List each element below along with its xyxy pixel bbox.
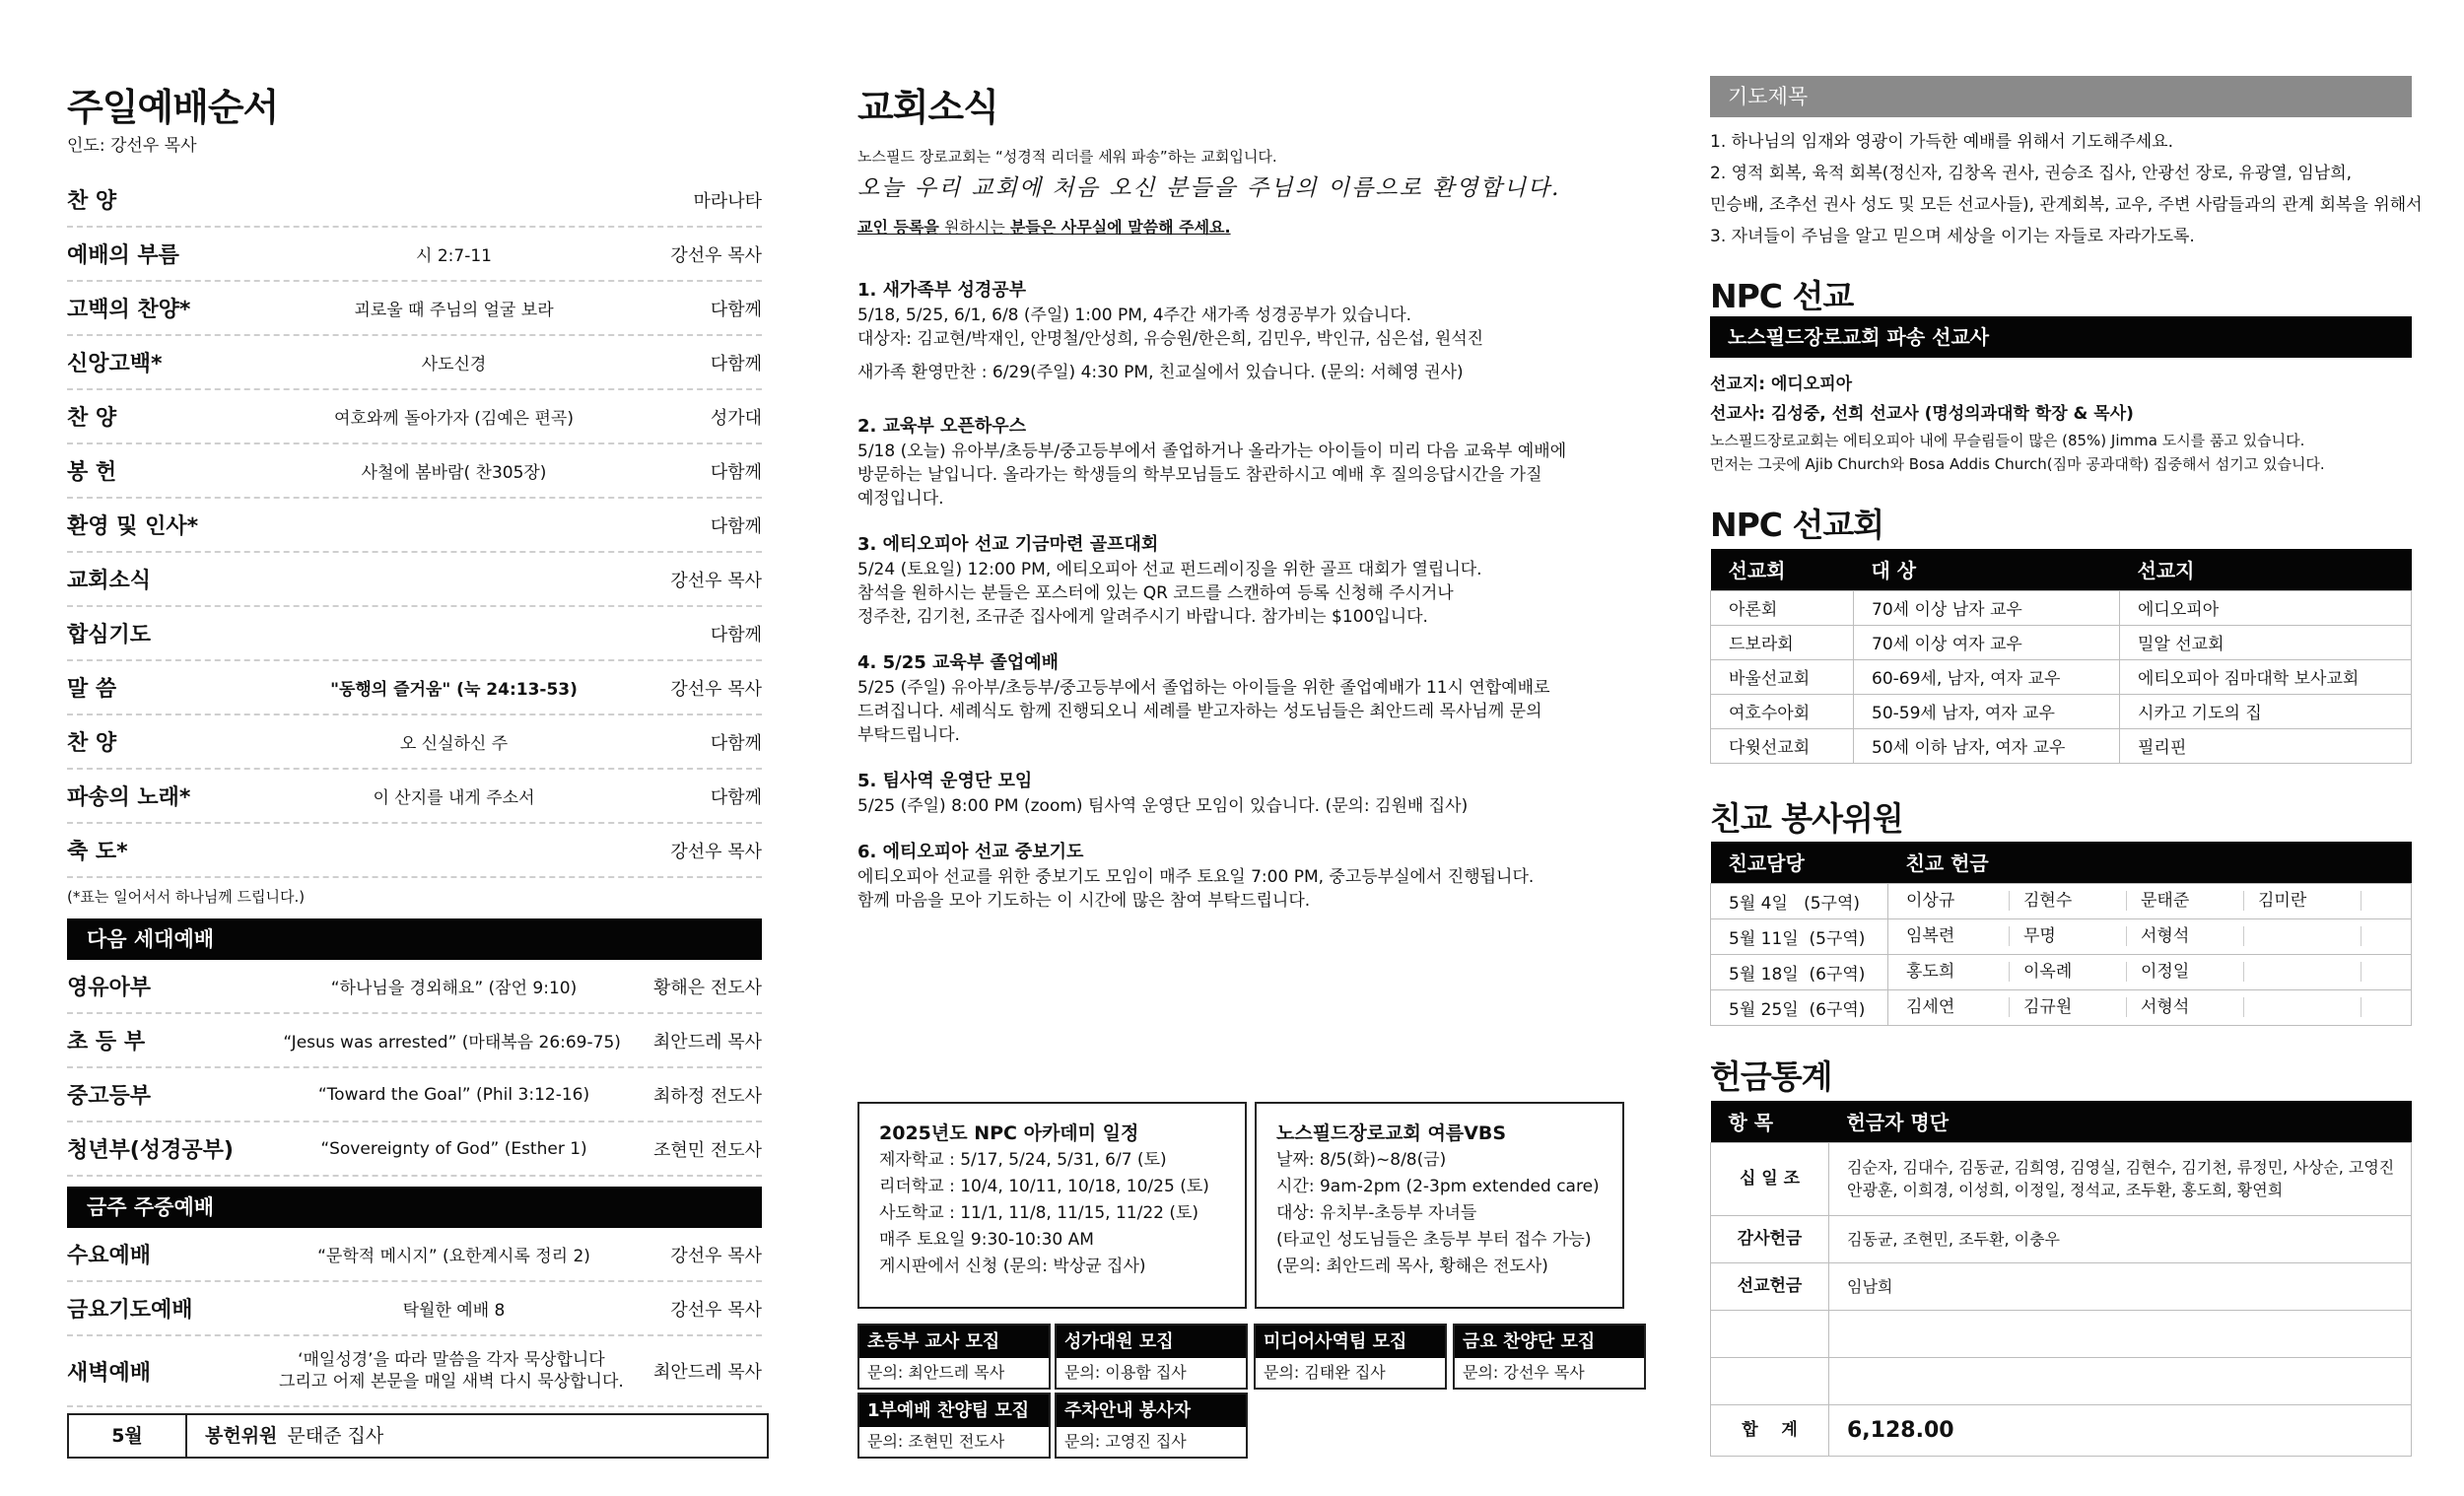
- next-gen-header: 다음 세대예배: [67, 918, 762, 960]
- news-item-title: 1. 새가족부 성경공부: [857, 280, 1026, 301]
- news-item-title: 3. 에티오피아 선교 기금마련 골프대회: [857, 534, 1159, 555]
- order-item-name: 금요기도예배: [67, 1298, 193, 1323]
- offering-donors: 임남희: [1829, 1262, 2412, 1310]
- column-header: 대 상: [1854, 549, 2120, 590]
- recruit-title: 주차안내 봉사자: [1057, 1394, 1246, 1427]
- order-item-desc: 여호와께 돌아가자 (김예은 편곡): [334, 409, 574, 429]
- order-row: [67, 499, 762, 553]
- order-item-name: 초 등 부: [67, 1030, 146, 1054]
- offering-table: [1710, 1101, 2412, 1457]
- order-item-name: 합심기도: [67, 623, 152, 647]
- prayer-header: 기도제목: [1710, 76, 2412, 117]
- order-item-leader: 다함께: [710, 732, 762, 754]
- table-row: [1711, 1215, 2412, 1262]
- order-item-leader: 최안드레 목사: [652, 1031, 762, 1053]
- recruit-card: [857, 1393, 1051, 1459]
- order-item-desc: 시 2:7-11: [416, 246, 492, 266]
- sermon-title: "동행의 즐거움" (눅 24:13-53): [330, 680, 578, 700]
- registration-text: 분들은 사무실에 말씀해 주세요.: [1009, 218, 1231, 237]
- prayer-line: 3. 자녀들이 주님을 알고 믿으며 세상을 이기는 자들로 자라가도록.: [1710, 227, 2195, 246]
- donor-name: 김현수: [2023, 891, 2127, 911]
- column-header: 친교 헌금: [1888, 842, 2412, 883]
- order-row: [67, 173, 762, 228]
- table-row: [1711, 918, 2412, 954]
- order-row: [67, 553, 762, 607]
- table-row: [1711, 883, 2412, 918]
- order-item-desc: [279, 1349, 624, 1393]
- mission-societies-table: [1710, 549, 2412, 764]
- weekday-list: [67, 1228, 762, 1407]
- order-item-name: 영유아부: [67, 976, 152, 1000]
- recruit-title: 초등부 교사 모집: [859, 1326, 1049, 1358]
- order-item-desc: “문학적 메시지” (요한계시록 정리 2): [317, 1247, 590, 1266]
- mission-title: NPC 선교: [1710, 277, 1854, 315]
- mission-desc-line: 먼저는 그곳에 Ajib Church와 Bosa Addis Church(짐마 공과대학) 집중해서 섬기고 있습니다.: [1710, 455, 2325, 473]
- prayer-line: 민승배, 조추선 권사 성도 및 모든 선교사들), 관계회복, 교우, 주변 사람들과의 관계 회복을 위해서: [1710, 195, 2423, 215]
- news-list: [857, 278, 1636, 934]
- society-name: 바울선교회: [1711, 659, 1854, 694]
- order-row: [67, 390, 762, 444]
- donor-name: 이옥례: [2023, 962, 2127, 982]
- order-item-desc: 이 산지를 내게 주소서: [373, 788, 535, 808]
- donor-name: 김미란: [2258, 891, 2361, 911]
- offering-donors: [1829, 1310, 2412, 1357]
- news-item: [857, 650, 1636, 747]
- order-item-desc: “Toward the Goal” (Phil 3:12-16): [317, 1084, 590, 1105]
- donor-name: 김세연: [1906, 997, 2010, 1017]
- news-item: [857, 840, 1636, 913]
- vbs-line: (타교인 성도님들은 초등부 부터 접수 가능): [1276, 1230, 1592, 1250]
- order-item-name: 찬 양: [67, 406, 117, 431]
- society-name: 여호수아회: [1711, 694, 1854, 728]
- news-item-line: 참석을 원하시는 분들은 포스터에 있는 QR 코드를 스캔하여 등록 신청해 주시거나: [857, 583, 1454, 603]
- order-item-leader: 강선우 목사: [670, 570, 762, 591]
- committee-person: 문태준 집사: [287, 1425, 384, 1447]
- vbs-line: 대상: 유치부-초등부 자녀들: [1276, 1203, 1477, 1223]
- news-item-line: 드려집니다. 세례식도 함께 진행되오니 세례를 받고자하는 성도님들은 최안드레 목사님께 문의: [857, 702, 1542, 721]
- news-item-title: 4. 5/25 교육부 졸업예배: [857, 652, 1060, 673]
- order-item-leader: 강선우 목사: [670, 1245, 762, 1266]
- donor-name: 서형석: [2141, 926, 2244, 946]
- society-name: 다윗선교회: [1711, 728, 1854, 763]
- academy-schedule-box: [857, 1102, 1247, 1309]
- news-item-line: 방문하는 날입니다. 올라가는 학생들의 학부모님들도 참관하시고 예배 후 질의응답시간을 가질: [857, 465, 1542, 485]
- news-item-line: 부탁드립니다.: [857, 725, 960, 745]
- order-item-leader: 다함께: [710, 515, 762, 537]
- committee-role: 봉헌위원: [205, 1425, 278, 1447]
- recruit-card: [857, 1324, 1051, 1390]
- order-row: [67, 1122, 762, 1177]
- order-item-name: 새벽예배: [67, 1360, 152, 1386]
- mission-societies-title: NPC 선교회: [1710, 506, 1884, 544]
- order-item-name: 신앙고백*: [67, 352, 163, 376]
- donor-name: 문태준: [2141, 891, 2244, 911]
- society-target: 50세 이하 남자, 여자 교우: [1854, 728, 2120, 763]
- fellowship-names: [1888, 989, 2412, 1025]
- order-row: [67, 1014, 762, 1068]
- order-item-leader: 강선우 목사: [670, 678, 762, 700]
- table-header-row: [1711, 1101, 2412, 1142]
- vbs-title: 노스필드장로교회 여름VBS: [1276, 1122, 1507, 1144]
- table-row: [1711, 1310, 2412, 1357]
- fellowship-names: [1888, 883, 2412, 918]
- church-intro: 노스필드 장로교회는 “성경적 리더를 세워 파송”하는 교회입니다.: [857, 148, 1277, 166]
- table-row: [1711, 1142, 2412, 1215]
- table-row: [1711, 954, 2412, 989]
- order-item-name: 파송의 노래*: [67, 785, 191, 810]
- order-item-name: 축 도*: [67, 840, 128, 864]
- order-row: [67, 607, 762, 661]
- column-header: 친교담당: [1711, 842, 1888, 883]
- order-item-name: 찬 양: [67, 731, 117, 756]
- table-row: [1711, 659, 2412, 694]
- news-item-title: 6. 에티오피아 선교 중보기도: [857, 842, 1084, 862]
- news-item-line: 5/18 (오늘) 유아부/초등부/중고등부에서 졸업하거나 올라가는 아이들이 미리 다음 교육부 예배에: [857, 442, 1567, 461]
- missionary-names: 선교사: 김성중, 선희 선교사 (명성의과대학 학장 & 목사): [1710, 404, 2134, 424]
- recruit-card: [1055, 1393, 1248, 1459]
- academy-line: 사도학교 : 11/1, 11/8, 11/15, 11/22 (토): [879, 1203, 1199, 1223]
- order-row: [67, 1228, 762, 1282]
- society-target: 70세 이상 여자 교우: [1854, 625, 2120, 659]
- society-target: 70세 이상 남자 교우: [1854, 590, 2120, 625]
- order-row: [67, 960, 762, 1014]
- order-item-name: 고백의 찬양*: [67, 298, 191, 322]
- committee-info: [187, 1415, 383, 1457]
- next-gen-list: [67, 960, 762, 1177]
- offering-donors: [1829, 1142, 2412, 1215]
- fellowship-date: 5월 18일 (6구역): [1711, 954, 1888, 989]
- order-item-leader: 마라나타: [693, 190, 762, 212]
- order-item-name: 교회소식: [67, 569, 152, 593]
- table-row: [1711, 590, 2412, 625]
- worship-order-list: [67, 173, 762, 1459]
- news-item-line: 새가족 환영만찬 : 6/29(주일) 4:30 PM, 친교실에서 있습니다. (문의: 서혜영 권사): [857, 363, 1464, 382]
- order-item-leader: 최하정 전도사: [652, 1085, 762, 1107]
- society-field: 필리핀: [2120, 728, 2412, 763]
- table-row: [1711, 694, 2412, 728]
- news-item-line: 5/25 (주일) 8:00 PM (zoom) 팀사역 운영단 모임이 있습니다. (문의: 김원배 집사): [857, 796, 1469, 816]
- donor-list-line: 안광훈, 이희경, 이성희, 이정일, 정석교, 조두환, 홍도희, 황연희: [1847, 1181, 2284, 1199]
- offering-category: 감사헌금: [1711, 1215, 1829, 1262]
- column-header: 선교지: [2120, 549, 2412, 590]
- society-field: 에티오피아 짐마대학 보사교회: [2120, 659, 2412, 694]
- academy-line: 게시판에서 신청 (문의: 박상균 집사): [879, 1257, 1146, 1276]
- news-item: [857, 414, 1636, 510]
- donor-list-line: 김순자, 김대수, 김동균, 김희영, 김영실, 김현수, 김기천, 류정민, 사상순, 고영진: [1847, 1158, 2395, 1177]
- fellowship-title: 친교 봉사위원: [1710, 799, 1903, 838]
- recruit-title: 미디어사역팀 모집: [1256, 1326, 1445, 1358]
- society-field: 에디오피아: [2120, 590, 2412, 625]
- recruit-contact: 문의: 강선우 목사: [1463, 1363, 1585, 1382]
- order-row: [67, 1336, 762, 1407]
- order-item-leader: 강선우 목사: [670, 841, 762, 862]
- total-row: [1711, 1404, 2412, 1456]
- order-item-leader: 다함께: [710, 299, 762, 320]
- news-item-line: 예정입니다.: [857, 489, 944, 509]
- order-item-desc: “Jesus was arrested” (마태복음 26:69-75): [283, 1033, 621, 1053]
- order-item-desc: 괴로울 때 주님의 얼굴 보라: [354, 301, 554, 320]
- offering-category: [1711, 1310, 1829, 1357]
- order-item-leader: 황해은 전도사: [652, 977, 762, 998]
- table-header-row: [1711, 549, 2412, 590]
- recruit-contact: 문의: 최안드레 목사: [867, 1363, 1005, 1382]
- order-item-name: 예배의 부름: [67, 243, 179, 268]
- order-row: [67, 228, 762, 282]
- order-item-leader: 다함께: [710, 624, 762, 646]
- order-item-desc: 탁월한 예배 8: [402, 1301, 506, 1321]
- fellowship-names: [1888, 954, 2412, 989]
- news-item-title: 2. 교육부 오픈하우스: [857, 416, 1026, 437]
- recruit-card: [1453, 1324, 1646, 1390]
- vbs-box: [1255, 1102, 1624, 1309]
- table-row: [1711, 1357, 2412, 1404]
- recruit-card: [1055, 1324, 1248, 1390]
- order-item-name: 청년부(성경공부): [67, 1138, 234, 1163]
- registration-text: 원하시는: [938, 218, 1010, 237]
- vbs-line: 날짜: 8/5(화)~8/8(금): [1276, 1150, 1447, 1170]
- order-item-name: 환영 및 인사*: [67, 514, 199, 539]
- news-item-line: 대상자: 김교현/박재인, 안명철/안성희, 유승원/한은희, 김민우, 박인규, 심은섭, 원석진: [857, 329, 1484, 349]
- order-item-desc: 사철에 봄바람( 찬305장): [361, 463, 547, 483]
- table-row: [1711, 1262, 2412, 1310]
- month-label: 5월: [69, 1415, 187, 1457]
- offering-category: 십 일 조: [1711, 1142, 1829, 1215]
- order-row: [67, 1068, 762, 1122]
- donor-name: 서형석: [2141, 997, 2244, 1017]
- registration-note: [857, 215, 1231, 238]
- total-amount: 6,128.00: [1829, 1404, 2412, 1456]
- order-item-leader: 다함께: [710, 353, 762, 374]
- order-item-name: 중고등부: [67, 1084, 152, 1109]
- recruit-contact: 문의: 조현민 전도사: [867, 1432, 1005, 1451]
- news-item-line: 정주찬, 김기천, 조규준 집사에게 알려주시기 바랍니다. 참가비는 $100입니다.: [857, 607, 1428, 627]
- donor-name: [2258, 926, 2361, 946]
- society-target: 60-69세, 남자, 여자 교우: [1854, 659, 2120, 694]
- order-item-leader: 강선우 목사: [670, 244, 762, 266]
- order-row: [67, 715, 762, 770]
- worship-title: 주일예배순서: [67, 86, 279, 129]
- donor-name: 홍도희: [1906, 962, 2010, 982]
- news-item-line: 함께 마음을 모아 기도하는 이 시간에 많은 참여 부탁드립니다.: [857, 891, 1311, 911]
- fellowship-table: [1710, 842, 2412, 1026]
- society-field: 밀알 선교회: [2120, 625, 2412, 659]
- news-item-line: 5/24 (토요일) 12:00 PM, 에티오피아 선교 펀드레이징을 위한 골프 대회가 열립니다.: [857, 560, 1482, 579]
- standing-footnote: (*표는 일어서서 하나님께 드립니다.): [67, 888, 306, 906]
- academy-line: 제자학교 : 5/17, 5/24, 5/31, 6/7 (토): [879, 1150, 1167, 1170]
- mission-field: 선교지: 에디오피아: [1710, 374, 1853, 394]
- recruit-contact: 문의: 고영진 집사: [1064, 1432, 1187, 1451]
- society-name: 아론회: [1711, 590, 1854, 625]
- order-item-leader: 다함께: [710, 461, 762, 483]
- missionary-header: 노스필드장로교회 파송 선교사: [1710, 316, 2412, 358]
- weekday-header: 금주 주중예배: [67, 1187, 762, 1228]
- fellowship-date: 5월 25일 (6구역): [1711, 989, 1888, 1025]
- table-row: [1711, 625, 2412, 659]
- order-item-desc: “Sovereignty of God” (Esther 1): [320, 1138, 587, 1159]
- recruit-title: 금요 찬양단 모집: [1455, 1326, 1644, 1358]
- offering-committee-box: [67, 1413, 769, 1459]
- table-row: [1711, 989, 2412, 1025]
- academy-line: 리더학교 : 10/4, 10/11, 10/18, 10/25 (토): [879, 1177, 1209, 1196]
- order-row: [67, 444, 762, 499]
- fellowship-date: 5월 4일 (5구역): [1711, 883, 1888, 918]
- donor-name: 임복련: [1906, 926, 2010, 946]
- news-item-line: 5/25 (주일) 유아부/초등부/중고등부에서 졸업하는 아이들을 위한 졸업예배가 11시 연합예배로: [857, 678, 1550, 698]
- news-item-title: 5. 팀사역 운영단 모임: [857, 771, 1033, 791]
- order-item-name: 말 씀: [67, 677, 117, 702]
- donor-name: 김규원: [2023, 997, 2127, 1017]
- order-item-desc: 오 신실하신 주: [399, 734, 509, 754]
- worship-leader: 인도: 강선우 목사: [67, 136, 197, 156]
- registration-text: 교인 등록을: [857, 218, 939, 237]
- column-header: 헌금자 명단: [1829, 1101, 2412, 1142]
- news-item-line: 에티오피아 선교를 위한 중보기도 모임이 매주 토요일 7:00 PM, 중고등부실에서 진행됩니다.: [857, 867, 1535, 887]
- fellowship-names: [1888, 918, 2412, 954]
- offering-category: [1711, 1357, 1829, 1404]
- mission-info: [1710, 370, 2420, 476]
- table-header-row: [1711, 842, 2412, 883]
- prayer-line: 2. 영적 회복, 육적 회복(정신자, 김창옥 권사, 권승조 집사, 안광선 장로, 유광열, 임남희,: [1710, 164, 2353, 183]
- news-item: [857, 532, 1636, 629]
- welcome-message: 오늘 우리 교회에 처음 오신 분들을 주님의 이름으로 환영합니다.: [857, 175, 1561, 201]
- order-row: [67, 282, 762, 336]
- order-item-name: 찬 양: [67, 189, 117, 214]
- order-row: [67, 661, 762, 715]
- order-row: [67, 336, 762, 390]
- donor-name: [2258, 997, 2361, 1017]
- order-item-leader: 성가대: [710, 407, 762, 429]
- mission-desc-line: 노스필드장로교회는 에티오피아 내에 무슬림들이 많은 (85%) Jimma 도시를 품고 있습니다.: [1710, 432, 2305, 449]
- recruit-title: 성가대원 모집: [1057, 1326, 1246, 1358]
- order-item-name: 수요예배: [67, 1244, 152, 1268]
- recruit-contact: 문의: 이용함 집사: [1064, 1363, 1187, 1382]
- order-row: [67, 824, 762, 878]
- order-item-leader: 강선우 목사: [670, 1299, 762, 1321]
- vbs-line: (문의: 최안드레 목사, 황해은 전도사): [1276, 1257, 1548, 1276]
- news-title: 교회소식: [857, 86, 998, 129]
- order-row: [67, 770, 762, 824]
- desc-line: 그리고 어제 본문을 매일 새벽 다시 묵상합니다.: [278, 1372, 624, 1392]
- offering-donors: [1829, 1357, 2412, 1404]
- total-label: 합 계: [1711, 1404, 1829, 1456]
- recruit-card: [1254, 1324, 1447, 1390]
- academy-line: 매주 토요일 9:30-10:30 AM: [879, 1230, 1094, 1250]
- news-item: [857, 278, 1636, 384]
- donor-name: 이상규: [1906, 891, 2010, 911]
- table-row: [1711, 728, 2412, 763]
- prayer-line: 1. 하나님의 임재와 영광이 가득한 예배를 위해서 기도해주세요.: [1710, 132, 2173, 152]
- fellowship-date: 5월 11일 (5구역): [1711, 918, 1888, 954]
- column-header: 항 목: [1711, 1101, 1829, 1142]
- society-name: 드보라회: [1711, 625, 1854, 659]
- donor-name: 무명: [2023, 926, 2127, 946]
- desc-line: ‘매일성경’을 따라 말씀을 각자 묵상합니다: [298, 1350, 605, 1370]
- society-field: 시카고 기도의 집: [2120, 694, 2412, 728]
- order-item-leader: 다함께: [710, 786, 762, 808]
- society-target: 50-59세 남자, 여자 교우: [1854, 694, 2120, 728]
- academy-title: 2025년도 NPC 아카데미 일정: [879, 1122, 1139, 1144]
- order-item-desc: “하나님을 경외해요” (잠언 9:10): [330, 979, 578, 998]
- offering-category: 선교헌금: [1711, 1262, 1829, 1310]
- news-item: [857, 769, 1636, 818]
- vbs-line: 시간: 9am-2pm (2-3pm extended care): [1276, 1177, 1600, 1196]
- order-item-leader: 조현민 전도사: [652, 1139, 762, 1161]
- order-row: [67, 1282, 762, 1336]
- offering-title: 헌금통계: [1710, 1057, 1832, 1096]
- order-item-leader: 최안드레 목사: [652, 1362, 762, 1383]
- column-header: 선교회: [1711, 549, 1854, 590]
- offering-donors: 김동균, 조현민, 조두환, 이충우: [1829, 1215, 2412, 1262]
- prayer-list: [1710, 126, 2423, 252]
- donor-name: [2258, 962, 2361, 982]
- recruit-title: 1부예배 찬양팀 모집: [859, 1394, 1049, 1427]
- news-item-line: 5/18, 5/25, 6/1, 6/8 (주일) 1:00 PM, 4주간 새가족 성경공부가 있습니다.: [857, 306, 1412, 325]
- order-item-name: 봉 헌: [67, 460, 117, 485]
- recruit-contact: 문의: 김태완 집사: [1264, 1363, 1386, 1382]
- order-item-desc: 사도신경: [421, 355, 487, 374]
- donor-name: 이정일: [2141, 962, 2244, 982]
